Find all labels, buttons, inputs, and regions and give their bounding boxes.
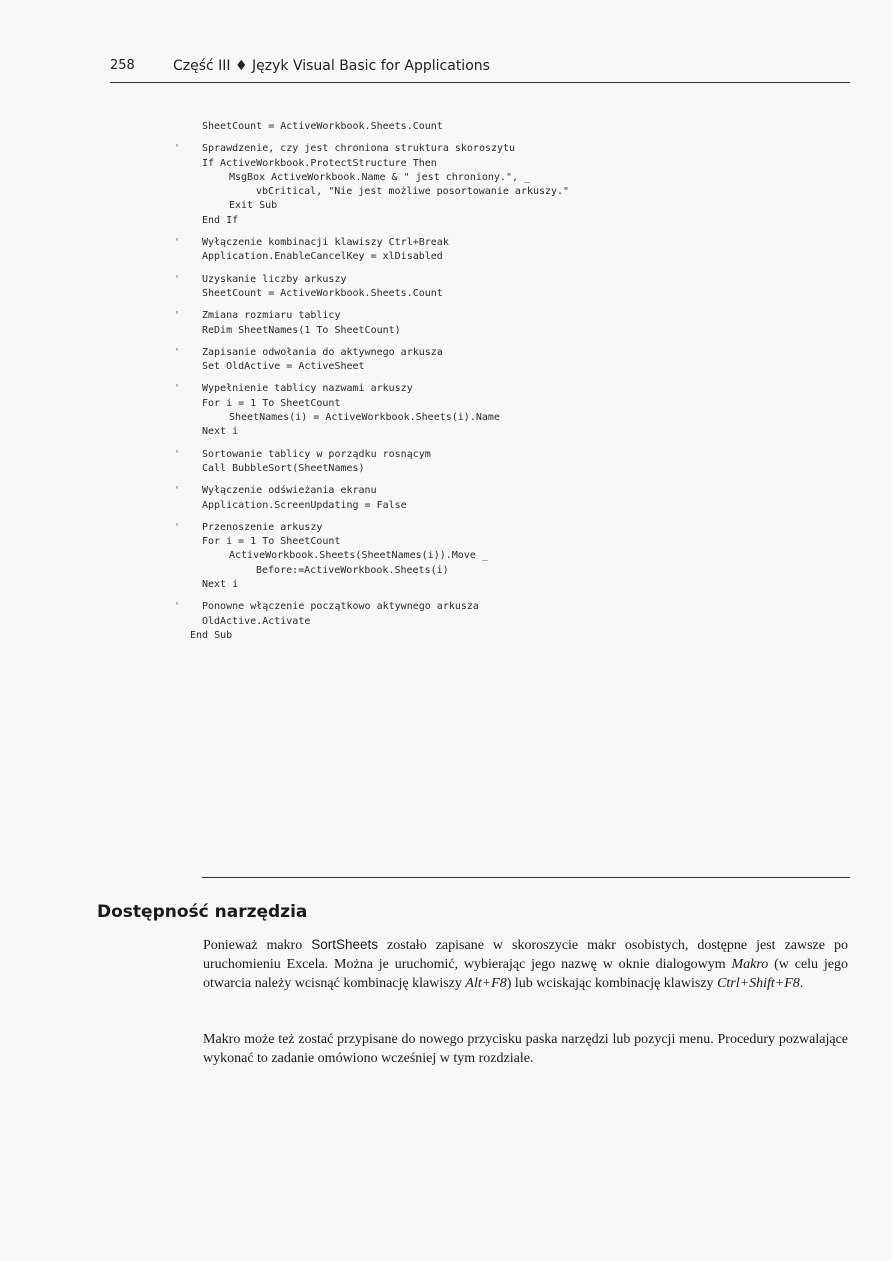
p1-shortcut-ctrl-shift-f8: Ctrl+Shift+F8 — [717, 976, 800, 991]
p1-text-4: ) lub wciskając kombinację klawiszy — [506, 976, 718, 991]
code-line: MsgBox ActiveWorkbook.Name & " jest chroniony.", _ — [229, 171, 531, 183]
code-line: End If — [202, 214, 239, 226]
code-line: Application.EnableCancelKey = xlDisabled — [202, 251, 443, 263]
code-line: Next i — [202, 579, 239, 591]
p1-macro-name: SortSheets — [311, 937, 379, 952]
code-spacer — [202, 476, 842, 484]
p1-text-2: zostało zapisane w skoroszycie makr osobistych, dostępne jest zawsze po uruchomieniu Excela. Można je uruchomić, wybierając jego nazwę w oknie dialogowym — [203, 938, 848, 972]
page-number: 258 — [110, 58, 135, 73]
code-line: Exit Sub — [229, 200, 278, 212]
code-comment-line: ' Wyłączenie kombinacji klawiszy Ctrl+Break — [202, 236, 842, 250]
code-line: Before:=ActiveWorkbook.Sheets(i) — [256, 564, 449, 576]
p1-dialog-name: Makro — [731, 957, 769, 972]
code-line: Application.ScreenUpdating = False — [202, 499, 407, 511]
code-comment-line: ' Przenoszenie arkuszy — [202, 521, 842, 535]
code-line: Set OldActive = ActiveSheet — [202, 361, 365, 373]
code-comment-line: ' Ponowne włączenie początkowo aktywnego arkusza — [202, 600, 842, 614]
code-spacer — [202, 374, 842, 382]
code-comment-line: ' Sprawdzenie, czy jest chroniona struktura skoroszytu — [202, 142, 842, 156]
code-line: ActiveWorkbook.Sheets(SheetNames(i)).Move _ — [229, 550, 488, 562]
code-line: For i = 1 To SheetCount — [202, 397, 341, 409]
p1-text-5: . — [799, 976, 804, 991]
code-line: For i = 1 To SheetCount — [202, 536, 341, 548]
code-line: ReDim SheetNames(1 To SheetCount) — [202, 324, 401, 336]
code-comment-line: ' Zmiana rozmiaru tablicy — [202, 309, 842, 323]
code-spacer — [202, 513, 842, 521]
code-spacer — [202, 265, 842, 273]
paragraph-availability — [203, 935, 848, 993]
code-spacer — [202, 592, 842, 600]
code-spacer — [202, 338, 842, 346]
code-spacer — [202, 301, 842, 309]
code-line: Next i — [202, 426, 239, 438]
code-line: Call BubbleSort(SheetNames) — [202, 462, 365, 474]
code-spacer — [202, 134, 842, 142]
code-comment-line: ' Wypełnienie tablicy nazwami arkuszy — [202, 382, 842, 396]
page-header — [110, 58, 850, 84]
code-spacer — [202, 440, 842, 448]
code-line: SheetCount = ActiveWorkbook.Sheets.Count — [202, 121, 443, 132]
code-line: End Sub — [190, 629, 233, 641]
p1-text-3: (w celu jego otwarcia należy wcisnąć kombinację klawiszy — [203, 957, 848, 991]
running-title: Część III ♦ Język Visual Basic for Applications — [173, 58, 490, 74]
p1-text-1: Ponieważ makro — [203, 938, 312, 953]
code-line: OldActive.Activate — [202, 615, 311, 627]
code-line: vbCritical, "Nie jest możliwe posortowanie arkuszy." — [256, 186, 570, 198]
paragraph-toolbar: Makro może też zostać przypisane do nowego przycisku paska narzędzi lub pozycji menu. Procedury pozwalające wykonać to zadanie omówiono wcześniej w tym rozdziale. — [203, 1032, 848, 1066]
code-comment-line: ' Wyłączenie odświeżania ekranu — [202, 484, 842, 498]
code-spacer — [202, 228, 842, 236]
code-line: SheetCount = ActiveWorkbook.Sheets.Count — [202, 287, 443, 299]
code-comment-line: ' Uzyskanie liczby arkuszy — [202, 273, 842, 287]
code-listing — [190, 120, 842, 643]
code-line: If ActiveWorkbook.ProtectStructure Then — [202, 157, 437, 169]
p1-shortcut-alt-f8: Alt+F8 — [465, 976, 507, 991]
code-comment-line: ' Sortowanie tablicy w porządku rosnącym — [202, 448, 842, 462]
header-rule — [110, 82, 850, 83]
code-comment-line: ' Zapisanie odwołania do aktywnego arkusza — [202, 346, 842, 360]
section-heading: Dostępność narzędzia — [97, 902, 308, 922]
code-line: SheetNames(i) = ActiveWorkbook.Sheets(i).Name — [229, 412, 500, 424]
listing-rule — [202, 877, 850, 878]
